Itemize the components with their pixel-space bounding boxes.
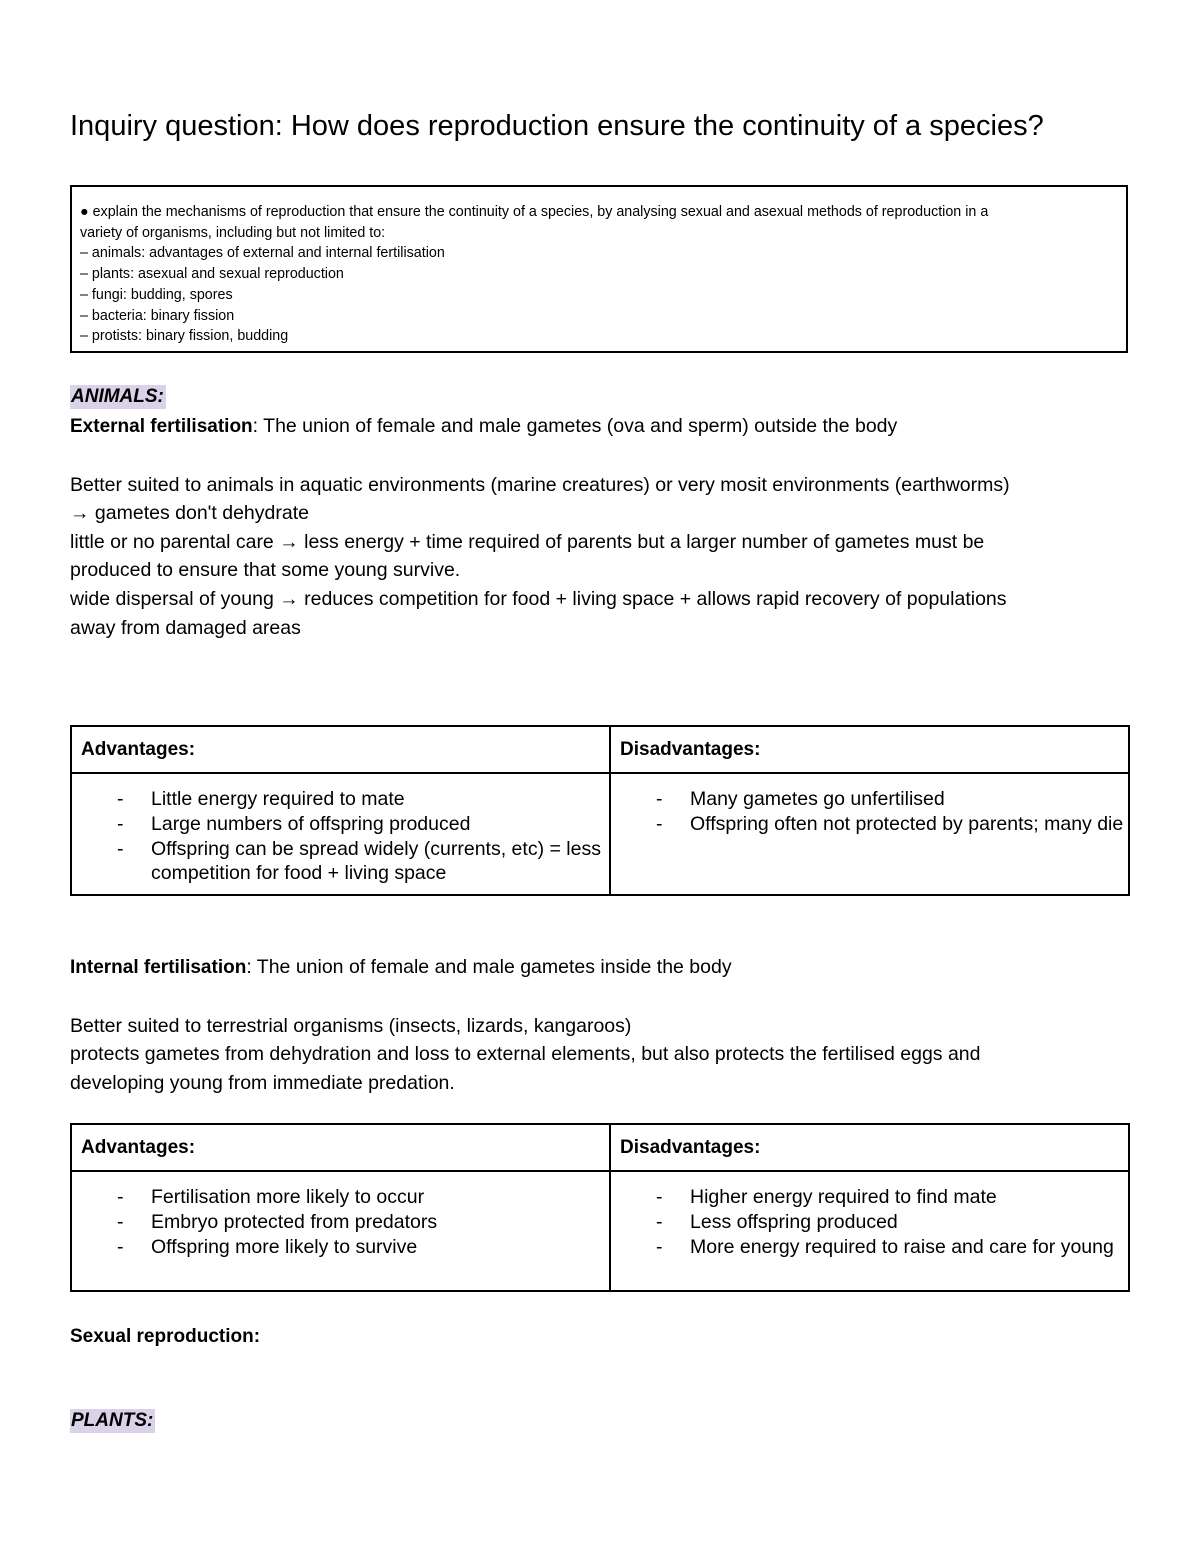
internal-definition — [70, 953, 1132, 983]
list-item — [611, 1235, 1128, 1260]
disadvantage-text: Less offspring produced — [690, 1210, 898, 1233]
dash-bullet: - — [117, 1235, 124, 1258]
internal-line: Better suited to terrestrial organisms (insects, lizards, kangaroos) — [70, 1014, 632, 1037]
external-definition-text: : The union of female and male gametes (ova and sperm) outside the body — [252, 415, 898, 437]
animals-heading: ANIMALS: — [71, 386, 164, 407]
dash-bullet: - — [656, 1186, 663, 1208]
list-item — [72, 1210, 609, 1235]
list-item — [611, 1185, 1128, 1210]
disadvantages-header: Disadvantages: — [610, 726, 1129, 773]
external-definition — [70, 412, 1132, 442]
internal-line: protects gametes from dehydration and loss to external elements, but also protects the fertilised eggs and — [70, 1043, 981, 1066]
list-item — [72, 812, 609, 837]
disadvantage-text: Offspring often not protected by parents; many die — [690, 812, 1124, 835]
page-title: Inquiry question: How does reproduction ensure the continuity of a species? — [70, 110, 1044, 142]
list-item — [72, 1235, 609, 1260]
advantages-cell — [71, 773, 610, 895]
plants-heading: PLANTS: — [71, 1410, 154, 1431]
syllabus-box — [70, 185, 1128, 353]
dash-bullet: - — [656, 1210, 663, 1233]
external-line: → gametes don't dehydrate — [70, 502, 309, 525]
syllabus-line: – plants: asexual and sexual reproduction — [80, 266, 344, 283]
syllabus-line: – protists: binary fission, budding — [80, 328, 289, 345]
internal-term: Internal fertilisation — [70, 957, 247, 978]
advantage-text: Fertilisation more likely to occur — [151, 1186, 425, 1208]
external-line: Better suited to animals in aquatic environments (marine creatures) or very mosit environments (earthworms) — [70, 473, 1010, 496]
dash-bullet: - — [117, 1210, 124, 1233]
sexual-reproduction-heading: Sexual reproduction: — [70, 1326, 261, 1347]
list-item — [72, 837, 609, 887]
advantage-text: Offspring more likely to survive — [151, 1235, 418, 1258]
dash-bullet: - — [117, 1186, 124, 1208]
advantages-header: Advantages: — [71, 726, 610, 773]
external-line: little or no parental care → less energy + time required of parents but a larger number of gametes must be — [70, 530, 985, 553]
external-fertilisation-table — [70, 725, 1130, 896]
advantage-text: Little energy required to mate — [151, 788, 405, 810]
advantage-text: Embryo protected from predators — [151, 1210, 438, 1233]
dash-bullet: - — [117, 837, 124, 860]
disadvantage-text: Higher energy required to find mate — [690, 1186, 997, 1208]
syllabus-line: – animals: advantages of external and internal fertilisation — [80, 245, 445, 262]
list-item — [611, 812, 1128, 837]
list-item — [72, 1185, 609, 1210]
advantage-text: Offspring can be spread widely (currents, etc) = less competition for food + living space — [151, 837, 601, 885]
syllabus-line: – fungi: budding, spores — [80, 286, 233, 303]
list-item — [611, 1210, 1128, 1235]
advantage-text: Large numbers of offspring produced — [151, 812, 471, 835]
list-item — [611, 787, 1128, 812]
disadvantages-cell — [610, 1171, 1129, 1291]
dash-bullet: - — [117, 788, 124, 810]
external-term: External fertilisation — [70, 416, 253, 437]
list-item — [72, 787, 609, 812]
external-fertilisation-section — [70, 412, 1132, 642]
internal-line: developing young from immediate predation. — [70, 1071, 455, 1094]
dash-bullet: - — [117, 812, 124, 835]
disadvantages-header: Disadvantages: — [610, 1124, 1129, 1171]
internal-definition-text: : The union of female and male gametes inside the body — [246, 956, 732, 978]
external-line: wide dispersal of young → reduces competition for food + living space + allows rapid recovery of populations — [70, 587, 1007, 610]
disadvantage-text: Many gametes go unfertilised — [690, 788, 945, 810]
dash-bullet: - — [656, 1235, 663, 1258]
disadvantage-text: More energy required to raise and care for young — [690, 1235, 1114, 1258]
dash-bullet: - — [656, 812, 663, 835]
advantages-header: Advantages: — [71, 1124, 610, 1171]
external-line: away from damaged areas — [70, 616, 301, 639]
dash-bullet: - — [656, 788, 663, 810]
syllabus-line: ● explain the mechanisms of reproduction that ensure the continuity of a species, by analysing sexual and asexual methods of reproduction in a — [80, 204, 989, 220]
syllabus-line: variety of organisms, including but not limited to: — [80, 224, 386, 241]
advantages-cell — [71, 1171, 610, 1291]
disadvantages-cell — [610, 773, 1129, 895]
internal-fertilisation-table — [70, 1123, 1130, 1292]
external-line: produced to ensure that some young survive. — [70, 559, 461, 582]
syllabus-line: – bacteria: binary fission — [80, 307, 235, 324]
internal-fertilisation-section — [70, 953, 1132, 1097]
